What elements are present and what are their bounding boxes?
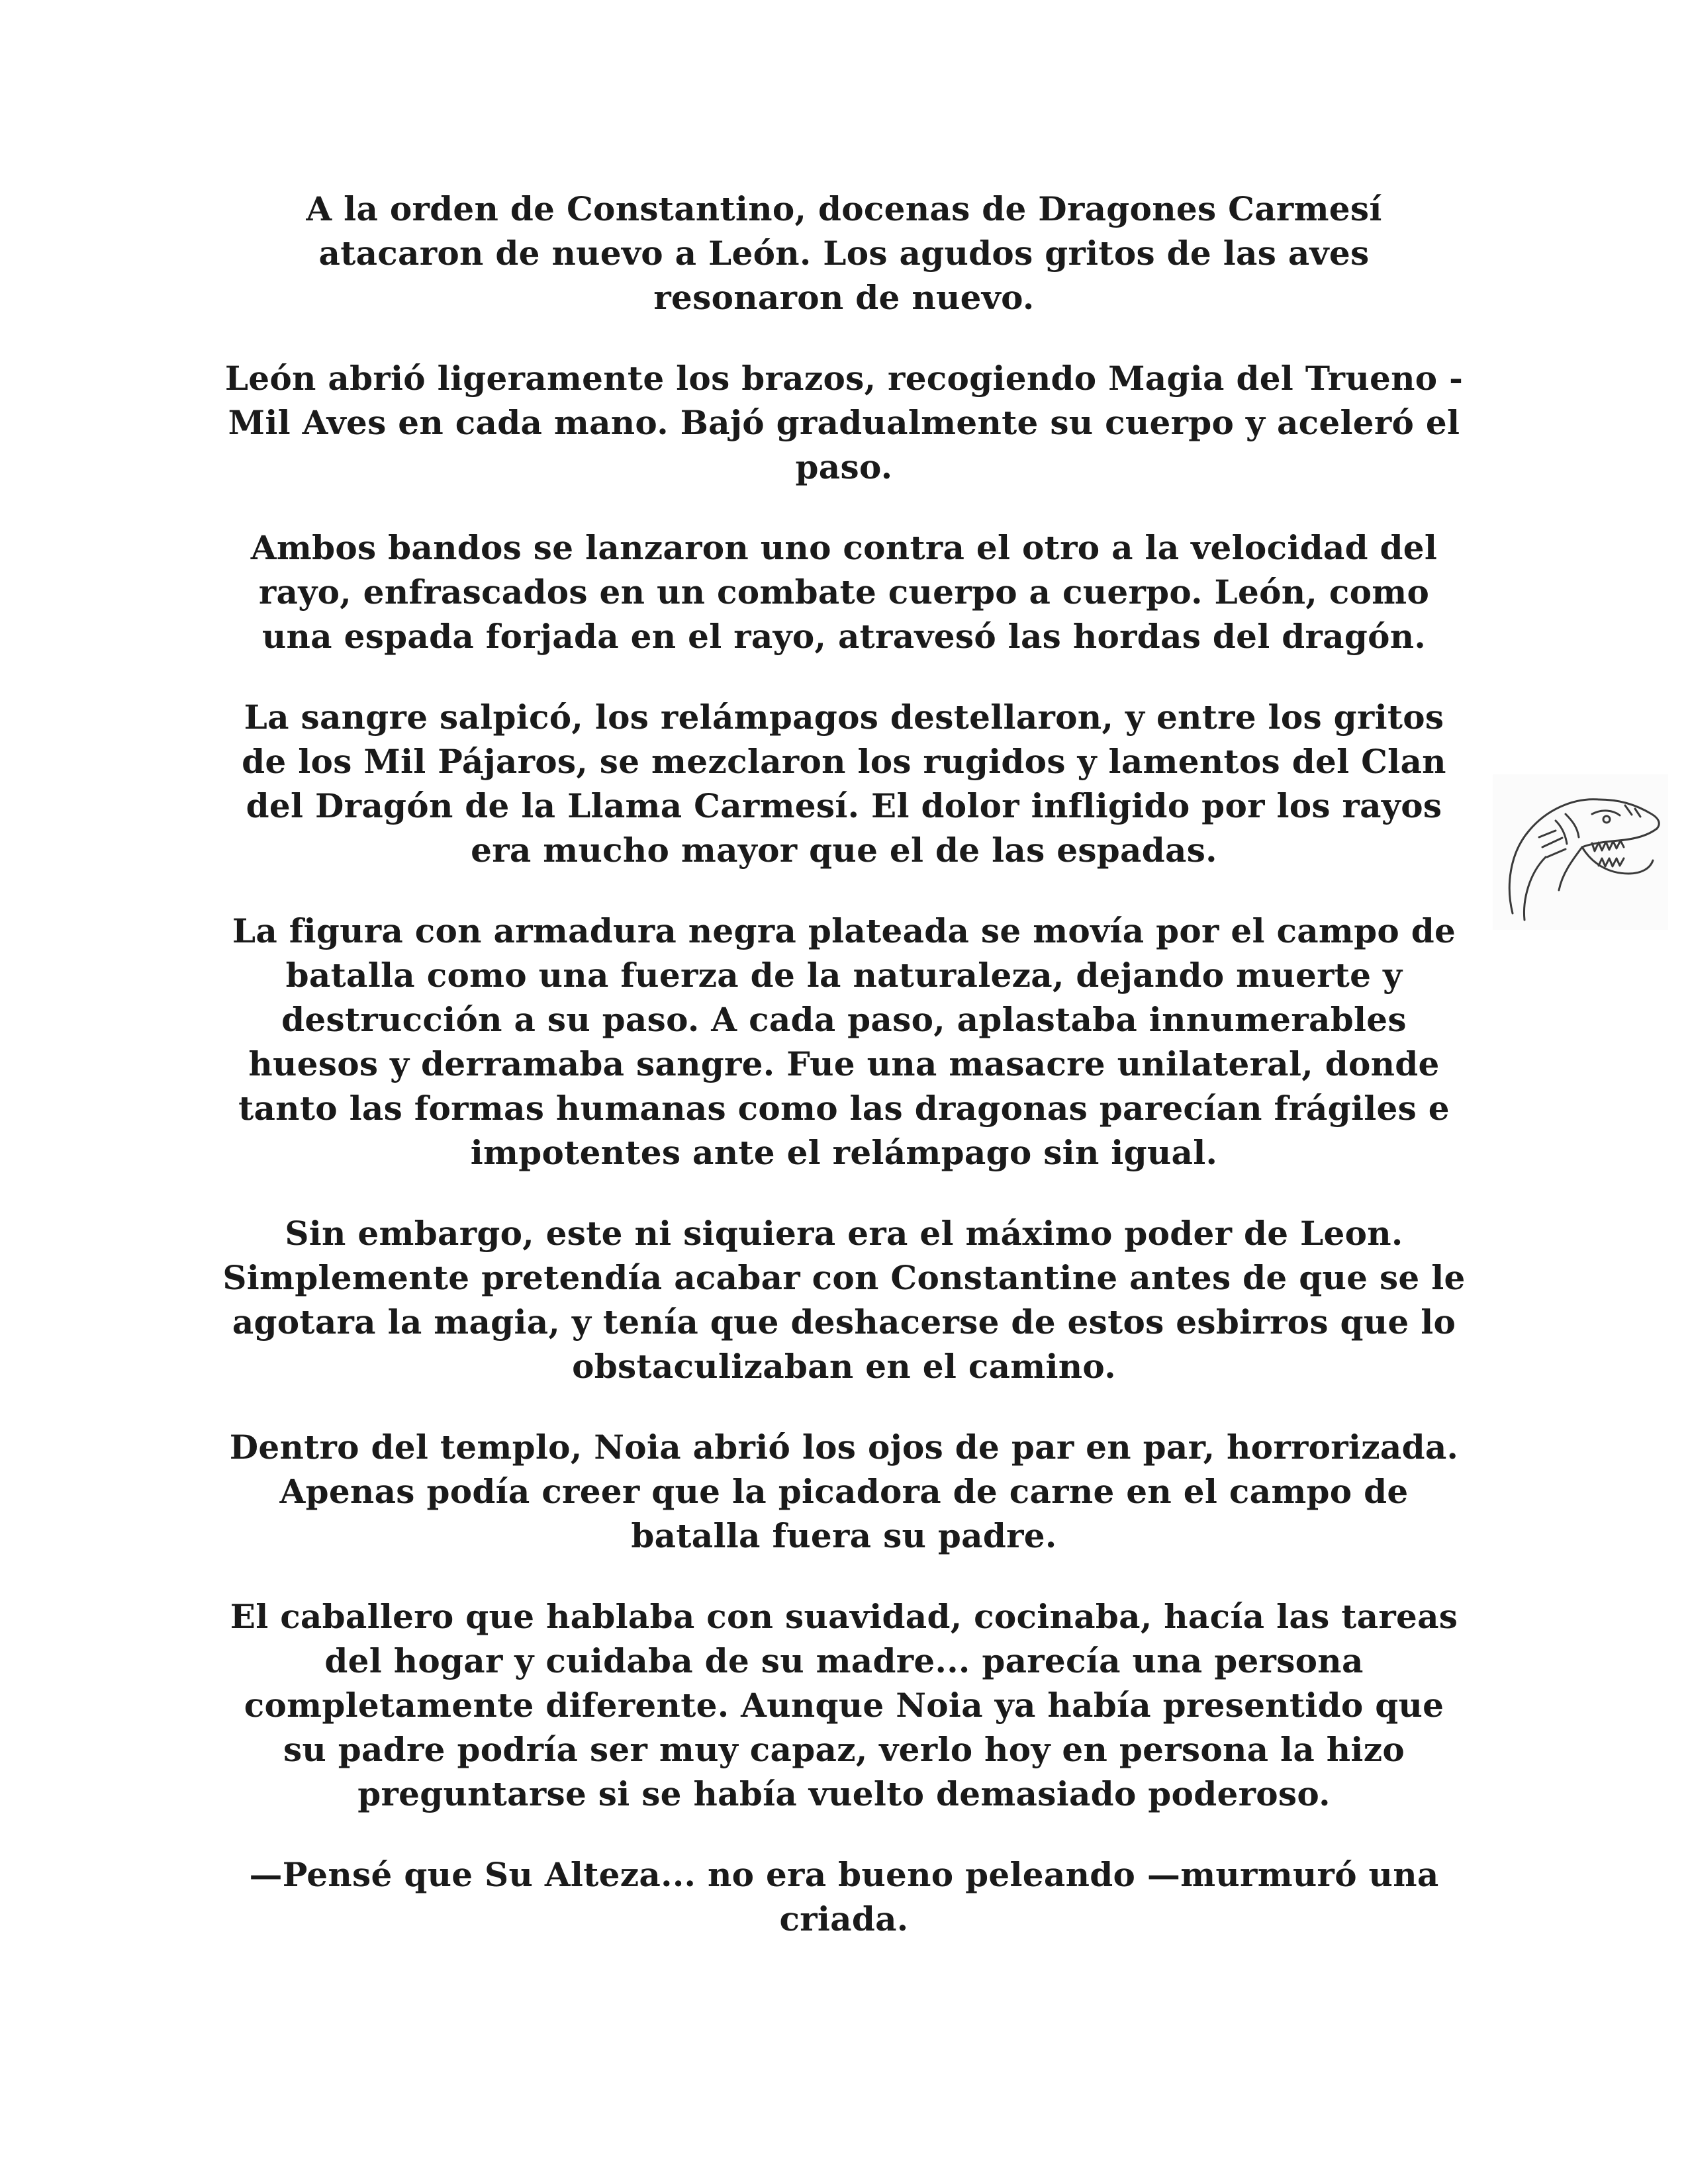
paragraph: —Pensé que Su Alteza... no era bueno peleando —murmuró una criada. <box>249 1855 1439 1938</box>
paragraph: El caballero que hablaba con suavidad, cocinaba, hacía las tareas del hogar y cuidaba de su madre... parecía una persona completamente diferente. Aunque Noia ya había presentido que su padre podría ser muy capaz, verlo hoy en persona la hizo preguntarse si se había vuelto demasiado poderoso. <box>230 1597 1458 1813</box>
paragraph: León abrió ligeramente los brazos, recogiendo Magia del Trueno - Mil Aves en cada mano. Bajó gradualmente su cuerpo y aceleró el paso. <box>224 359 1464 486</box>
paragraph: La sangre salpicó, los relámpagos destellaron, y entre los gritos de los Mil Pájaros, se mezclaron los rugidos y lamentos del Clan del Dragón de la Llama Carmesí. El dolor infligido por los rayos era mucho mayor que el de las espadas. <box>242 698 1446 870</box>
paragraph: A la orden de Constantino, docenas de Dragones Carmesí atacaron de nuevo a León. Los agudos gritos de las aves resonaron de nuevo. <box>306 189 1382 317</box>
paragraph: Sin embargo, este ni siquiera era el máximo poder de Leon. Simplemente pretendía acabar con Constantine antes de que se le agotara la magia, y tenía que deshacerse de estos esbirros que lo obstaculizaban en el camino. <box>222 1214 1466 1386</box>
paragraph: La figura con armadura negra plateada se movía por el campo de batalla como una fuerza de la naturaleza, dejando muerte y destrucción a su paso. A cada paso, aplastaba innumerables huesos y derramaba sangre. Fue una masacre unilateral, donde tanto las formas humanas como las dragonas parecían frágiles e impotentes ante el relámpago sin igual. <box>232 911 1456 1172</box>
dinosaur-head-icon <box>1493 774 1668 930</box>
paragraph: Ambos bandos se lanzaron uno contra el otro a la velocidad del rayo, enfrascados en un combate cuerpo a cuerpo. León, como una espada forjada en el rayo, atravesó las hordas del dragón. <box>250 528 1438 656</box>
text-column <box>218 187 1470 1941</box>
paragraph: Dentro del templo, Noia abrió los ojos de par en par, horrorizada. Apenas podía creer que la picadora de carne en el campo de batalla fuera su padre. <box>229 1428 1459 1555</box>
